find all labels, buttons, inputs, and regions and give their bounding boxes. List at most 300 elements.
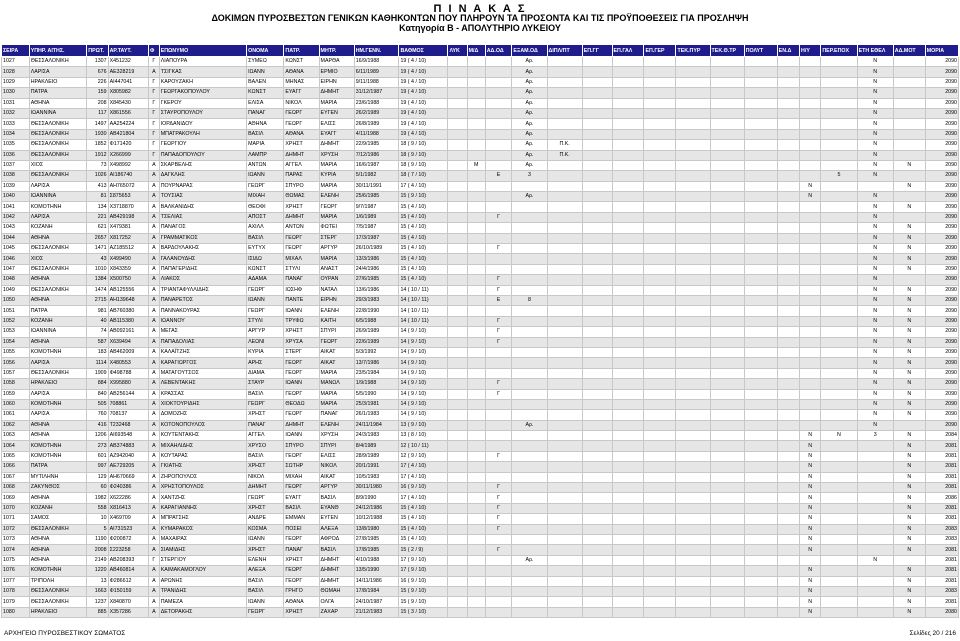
table-cell: ΜΑΡΙΑ xyxy=(319,254,354,264)
table-cell xyxy=(777,441,799,451)
table-cell: 18 ( 9 / 10) xyxy=(399,150,448,160)
table-cell xyxy=(485,67,512,77)
page-subtitle: ΔΟΚΙΜΩΝ ΠΥΡΟΣΒΕΣΤΩΝ ΓΕΝΙΚΩΝ ΚΑΘΗΚΟΝΤΩΝ ΠΟΥ ΠΛΗΡΟΥΝ ΤΑ ΠΡΟΣΟΝΤΑ ΚΑΙ ΤΙΣ ΠΡΟΫΠΟΘΕΣΕΙΣ ΓΙΑ ΠΡΟΣΛΗΨΗ xyxy=(211,13,749,23)
column-header: Φ xyxy=(149,45,160,57)
table-cell xyxy=(676,451,710,461)
table-cell xyxy=(857,441,893,451)
table-cell: Γ xyxy=(485,524,512,534)
table-cell: Α xyxy=(149,472,160,482)
table-cell: 60 xyxy=(87,483,108,493)
table-cell xyxy=(710,233,744,243)
table-cell: ΘΕΣΣΑΛΟΝΙΚΗ xyxy=(29,129,87,139)
table-cell xyxy=(710,160,744,170)
table-cell: ΑΔΑΜΑ xyxy=(247,275,284,285)
table-cell xyxy=(512,181,547,191)
table-cell xyxy=(612,534,644,544)
table-cell: ΦΩΤΕΙ xyxy=(319,223,354,233)
table-cell: Ν xyxy=(893,431,925,441)
table-cell xyxy=(582,129,612,139)
table-cell: 2090 xyxy=(925,420,958,430)
table-cell: 1079 xyxy=(2,597,30,607)
table-cell: Γ xyxy=(149,108,160,118)
table-cell xyxy=(448,379,467,389)
table-cell: ΘΕΟΔΩ xyxy=(284,399,319,409)
table-cell: ΘΕΣΣΑΛΟΝΙΚΗ xyxy=(29,140,87,150)
table-cell xyxy=(676,503,710,513)
table-cell: ΑΡΓΥΡ xyxy=(247,327,284,337)
table-cell xyxy=(612,140,644,150)
table-cell: Γ xyxy=(149,98,160,108)
table-cell: 1030 xyxy=(2,88,30,98)
table-cell: Ν xyxy=(857,295,893,305)
table-cell xyxy=(857,483,893,493)
table-cell: 134 xyxy=(87,202,108,212)
table-cell: ΗΡΑΚΛΕΙΟ xyxy=(29,607,87,617)
table-cell: 15 ( 3 / 10) xyxy=(399,607,448,617)
table-cell xyxy=(800,285,821,295)
table-cell: Ν xyxy=(893,244,925,254)
table-cell: Ν xyxy=(800,503,821,513)
table-cell xyxy=(512,316,547,326)
table-cell xyxy=(777,514,799,524)
table-cell xyxy=(467,88,485,98)
table-cell xyxy=(582,295,612,305)
table-cell xyxy=(612,223,644,233)
table-cell xyxy=(644,192,676,202)
column-header: ΕΝ.Δ xyxy=(777,45,799,57)
table-cell xyxy=(644,483,676,493)
table-cell: ΜΑΡΘΑ xyxy=(319,57,354,67)
table-cell xyxy=(644,576,676,586)
table-cell xyxy=(800,420,821,430)
table-cell: ΤΟΥΣΙΑΣ xyxy=(159,192,246,202)
table-cell xyxy=(710,181,744,191)
table-cell xyxy=(821,264,857,274)
table-cell: ΒΑΛΕΝ xyxy=(247,77,284,87)
column-header: ΜΗΤΡ. xyxy=(319,45,354,57)
table-cell: ΓΕΩΡΓ xyxy=(247,285,284,295)
table-cell xyxy=(547,223,582,233)
table-cell: 2090 xyxy=(925,88,958,98)
table-cell: Α xyxy=(149,160,160,170)
table-cell: ΜΙΧΑΗ xyxy=(247,192,284,202)
table-cell xyxy=(676,306,710,316)
table-cell xyxy=(821,472,857,482)
table-cell: 1032 xyxy=(2,108,30,118)
table-cell: 23/6/1988 xyxy=(354,98,399,108)
table-cell: Ν xyxy=(857,316,893,326)
table-cell xyxy=(467,67,485,77)
table-cell: Ν xyxy=(800,597,821,607)
table-cell xyxy=(744,534,777,544)
table-cell xyxy=(485,202,512,212)
table-cell xyxy=(777,597,799,607)
table-cell xyxy=(644,607,676,617)
table-cell xyxy=(800,275,821,285)
table-cell: 2081 xyxy=(925,503,958,513)
table-cell: 2090 xyxy=(925,295,958,305)
table-cell xyxy=(710,327,744,337)
table-cell: ΘΕΣΣΑΛΟΝΙΚΗ xyxy=(29,368,87,378)
table-cell xyxy=(744,327,777,337)
table-cell xyxy=(821,410,857,420)
table-cell: ΒΑΣΙΛ xyxy=(284,503,319,513)
table-cell: 1027 xyxy=(2,57,30,67)
column-header: ΤΕΚ.ΠΥΡ xyxy=(676,45,710,57)
table-cell xyxy=(744,77,777,87)
table-cell xyxy=(644,306,676,316)
table-cell: Α xyxy=(149,285,160,295)
table-cell xyxy=(821,586,857,596)
table-cell: Ν xyxy=(893,181,925,191)
table-cell: Ν xyxy=(800,493,821,503)
table-cell: 1190 xyxy=(87,534,108,544)
table-cell: ΧΡΗΣΤ xyxy=(284,140,319,150)
table-cell xyxy=(547,607,582,617)
table-cell xyxy=(644,98,676,108)
table-cell xyxy=(744,295,777,305)
table-cell xyxy=(800,88,821,98)
table-cell: 6/11/1989 xyxy=(354,67,399,77)
table-cell xyxy=(744,202,777,212)
table-cell xyxy=(448,160,467,170)
table-cell xyxy=(485,264,512,274)
table-cell xyxy=(547,192,582,202)
table-cell xyxy=(512,254,547,264)
table-cell: 13/6/1986 xyxy=(354,285,399,295)
table-cell: Α xyxy=(149,483,160,493)
table-cell: ΚΑΛΑΪΤΖΗΣ xyxy=(159,347,246,357)
table-cell xyxy=(644,597,676,607)
table-cell xyxy=(467,493,485,503)
table-cell: 1053 xyxy=(2,327,30,337)
table-cell: ΣΠΥΡΙ xyxy=(319,327,354,337)
table-cell: ΧΙΟΚΤΟΥΡΙΔΗΣ xyxy=(159,399,246,409)
table-cell xyxy=(582,244,612,254)
table-cell xyxy=(676,264,710,274)
table-cell xyxy=(485,431,512,441)
table-cell: ΚΩΝΣΤ xyxy=(284,57,319,67)
table-cell: Α xyxy=(149,576,160,586)
table-cell: Ν xyxy=(893,441,925,451)
table-cell xyxy=(467,140,485,150)
table-cell: 1051 xyxy=(2,306,30,316)
table-cell xyxy=(547,254,582,264)
table-row xyxy=(2,88,959,98)
table-cell: Α xyxy=(149,524,160,534)
table-cell xyxy=(644,493,676,503)
table-cell: ΑΖ942040 xyxy=(108,451,148,461)
table-cell: ΙΟΡΔΑΝΙΔΟΥ xyxy=(159,119,246,129)
table-cell xyxy=(857,524,893,534)
table-cell: 23/5/1984 xyxy=(354,368,399,378)
table-cell: Ν xyxy=(893,399,925,409)
table-row xyxy=(2,181,959,191)
table-cell: 2090 xyxy=(925,181,958,191)
table-cell xyxy=(644,503,676,513)
table-cell: 29/3/1983 xyxy=(354,295,399,305)
table-cell: 413 xyxy=(87,181,108,191)
table-cell: Α xyxy=(149,514,160,524)
table-cell: Ν xyxy=(800,462,821,472)
table-cell: Ν xyxy=(857,67,893,77)
table-cell xyxy=(777,77,799,87)
table-cell xyxy=(710,171,744,181)
table-cell: Αρ. xyxy=(512,57,547,67)
table-cell: ΔΗΜΗΤ xyxy=(247,483,284,493)
table-cell: Ν xyxy=(857,140,893,150)
table-row xyxy=(2,119,959,129)
table-cell: 1471 xyxy=(87,244,108,254)
table-cell xyxy=(821,88,857,98)
table-cell xyxy=(485,88,512,98)
table-cell: Ν xyxy=(857,285,893,295)
table-cell: Ε xyxy=(485,171,512,181)
table-cell xyxy=(857,451,893,461)
table-cell: 17/3/1987 xyxy=(354,233,399,243)
table-cell xyxy=(710,566,744,576)
table-cell xyxy=(467,586,485,596)
table-cell: Γ xyxy=(485,493,512,503)
table-cell: ΑΧΙΛΛ xyxy=(247,223,284,233)
table-cell xyxy=(676,545,710,555)
table-cell: 30/11/1980 xyxy=(354,483,399,493)
table-row xyxy=(2,534,959,544)
table-cell: ΒΑΣΙΛ xyxy=(247,233,284,243)
table-cell xyxy=(448,264,467,274)
table-cell xyxy=(676,119,710,129)
table-cell: Μ xyxy=(467,160,485,170)
table-cell xyxy=(744,108,777,118)
table-cell: 2090 xyxy=(925,57,958,67)
table-cell: 2090 xyxy=(925,233,958,243)
table-cell: ΑΝΔΡΕ xyxy=(247,514,284,524)
table-cell: 18 ( 7 / 10) xyxy=(399,171,448,181)
table-cell xyxy=(612,77,644,87)
table-cell: ΣΤΕΡΓ xyxy=(284,347,319,357)
column-header: ΒΑΘΜΟΣ xyxy=(399,45,448,57)
table-cell: ΘΕΣΣΑΛΟΝΙΚΗ xyxy=(29,264,87,274)
table-cell xyxy=(448,524,467,534)
table-cell: ΑΘΑΝΑ xyxy=(284,597,319,607)
table-cell xyxy=(485,347,512,357)
table-cell xyxy=(467,368,485,378)
table-cell xyxy=(821,223,857,233)
table-cell xyxy=(800,233,821,243)
table-cell xyxy=(612,358,644,368)
table-cell: 7/12/1986 xyxy=(354,150,399,160)
table-cell xyxy=(676,98,710,108)
table-cell: 19 ( 4 / 10) xyxy=(399,119,448,129)
table-cell xyxy=(448,192,467,202)
table-cell: ΕΥΓΕΝ xyxy=(319,108,354,118)
table-cell xyxy=(467,576,485,586)
table-cell xyxy=(547,244,582,254)
table-cell xyxy=(612,368,644,378)
table-cell: 2081 xyxy=(925,483,958,493)
table-cell xyxy=(485,181,512,191)
table-row xyxy=(2,503,959,513)
table-cell: Α xyxy=(149,316,160,326)
column-header: ΠΕΡ.ΕΠΟΧ xyxy=(821,45,857,57)
table-cell: 2081 xyxy=(925,597,958,607)
table-cell xyxy=(777,223,799,233)
table-cell xyxy=(547,379,582,389)
table-cell: 558 xyxy=(87,503,108,513)
column-header: ΕΠ.ΓΕΡ xyxy=(644,45,676,57)
table-cell xyxy=(710,514,744,524)
table-cell: 2090 xyxy=(925,358,958,368)
table-row xyxy=(2,358,959,368)
table-cell xyxy=(893,150,925,160)
table-cell xyxy=(612,389,644,399)
table-cell xyxy=(676,160,710,170)
table-cell xyxy=(467,171,485,181)
table-cell: Ν xyxy=(893,514,925,524)
table-cell: Ν xyxy=(857,555,893,565)
table-cell xyxy=(612,275,644,285)
table-cell xyxy=(710,597,744,607)
table-cell xyxy=(582,316,612,326)
table-cell: Α xyxy=(149,181,160,191)
table-cell: ΙΩΑΝΝ xyxy=(284,431,319,441)
table-cell: 1068 xyxy=(2,483,30,493)
table-cell: Α xyxy=(149,597,160,607)
table-cell: Α xyxy=(149,493,160,503)
table-cell xyxy=(612,483,644,493)
table-cell: 1072 xyxy=(2,524,30,534)
table-cell xyxy=(644,264,676,274)
table-cell xyxy=(777,399,799,409)
table-cell xyxy=(582,420,612,430)
table-cell: 17 ( 4 / 10) xyxy=(399,462,448,472)
table-cell xyxy=(644,202,676,212)
table-cell: ΑΖ185512 xyxy=(108,244,148,254)
table-cell xyxy=(485,597,512,607)
table-cell xyxy=(612,67,644,77)
table-cell xyxy=(582,140,612,150)
table-cell xyxy=(821,108,857,118)
table-cell: 2090 xyxy=(925,347,958,357)
table-cell xyxy=(821,607,857,617)
table-cell: Γ xyxy=(149,119,160,129)
table-cell: 25/6/1985 xyxy=(354,192,399,202)
table-cell: ΑΘΗΝΑ xyxy=(29,275,87,285)
table-cell xyxy=(710,347,744,357)
table-cell: 2090 xyxy=(925,212,958,222)
table-cell: ΓΕΩΡΓ xyxy=(284,389,319,399)
table-cell xyxy=(582,337,612,347)
table-cell xyxy=(744,57,777,67)
table-cell: 1206 xyxy=(87,431,108,441)
table-cell xyxy=(467,545,485,555)
table-cell xyxy=(448,441,467,451)
table-row xyxy=(2,160,959,170)
table-cell xyxy=(676,597,710,607)
table-cell: Ν xyxy=(893,327,925,337)
table-cell xyxy=(777,119,799,129)
table-cell: ΑΒ092161 xyxy=(108,327,148,337)
table-cell: 1067 xyxy=(2,472,30,482)
table-cell: 81 xyxy=(87,192,108,202)
table-cell: Ν xyxy=(893,389,925,399)
table-cell xyxy=(857,576,893,586)
table-cell xyxy=(710,244,744,254)
table-cell xyxy=(676,77,710,87)
table-cell: 17 ( 9 / 10) xyxy=(399,566,448,576)
table-cell: ΑΘΗΝΑ xyxy=(29,431,87,441)
table-cell: Ν xyxy=(857,202,893,212)
table-cell: 17 ( 4 / 10) xyxy=(399,181,448,191)
table-cell: 19 ( 4 / 10) xyxy=(399,88,448,98)
table-cell xyxy=(512,607,547,617)
table-cell: Χ995880 xyxy=(108,379,148,389)
table-cell xyxy=(485,420,512,430)
table-cell: ΠΑΝΑΓΟΣ xyxy=(159,223,246,233)
table-cell: 1050 xyxy=(2,295,30,305)
table-cell xyxy=(485,586,512,596)
table-cell: 1/9/1988 xyxy=(354,379,399,389)
table-cell: 1039 xyxy=(2,181,30,191)
table-cell: 27/8/1985 xyxy=(354,534,399,544)
table-cell xyxy=(467,462,485,472)
table-cell xyxy=(547,420,582,430)
table-cell xyxy=(744,88,777,98)
table-cell: 8/9/1990 xyxy=(354,493,399,503)
table-row xyxy=(2,108,959,118)
table-cell xyxy=(777,171,799,181)
table-cell xyxy=(821,545,857,555)
table-cell xyxy=(467,264,485,274)
table-cell xyxy=(612,57,644,67)
table-cell xyxy=(710,57,744,67)
table-cell xyxy=(485,98,512,108)
table-cell: Ν xyxy=(800,181,821,191)
table-cell: Γ xyxy=(149,57,160,67)
table-cell xyxy=(800,327,821,337)
table-cell: Α xyxy=(149,327,160,337)
table-cell xyxy=(582,534,612,544)
table-cell: ΠΟΥΡΝΑΡΑΣ xyxy=(159,181,246,191)
table-row xyxy=(2,67,959,77)
table-cell xyxy=(512,223,547,233)
table-cell xyxy=(467,524,485,534)
table-cell xyxy=(547,67,582,77)
table-cell: ΓΕΩΡΓ xyxy=(284,233,319,243)
table-cell xyxy=(777,140,799,150)
table-cell: Ν xyxy=(857,379,893,389)
table-cell: ΓΕΩΡΓΙΟΥ xyxy=(159,140,246,150)
table-cell: 2090 xyxy=(925,316,958,326)
table-cell xyxy=(821,441,857,451)
table-cell: 1028 xyxy=(2,67,30,77)
table-cell xyxy=(582,347,612,357)
table-row xyxy=(2,597,959,607)
table-cell: 5/5/1990 xyxy=(354,389,399,399)
table-cell xyxy=(512,472,547,482)
table-cell: 15 ( 4 / 10) xyxy=(399,275,448,285)
table-cell: 760 xyxy=(87,410,108,420)
table-cell xyxy=(448,150,467,160)
table-cell: 1073 xyxy=(2,534,30,544)
table-cell: 19 ( 4 / 10) xyxy=(399,129,448,139)
table-cell xyxy=(821,379,857,389)
table-cell xyxy=(777,327,799,337)
table-cell xyxy=(448,410,467,420)
table-cell: ΠΑΝΑΓ xyxy=(247,108,284,118)
table-cell: ΜΑΡΙΑ xyxy=(319,212,354,222)
table-cell xyxy=(485,358,512,368)
